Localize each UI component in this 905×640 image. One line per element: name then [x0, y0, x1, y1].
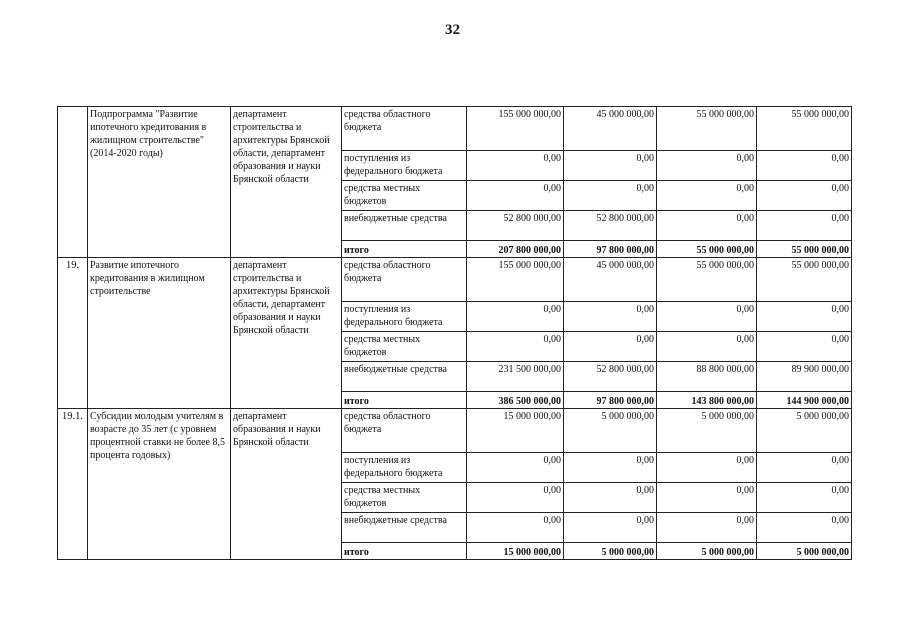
funding-source: поступления из федерального бюджета — [342, 302, 467, 332]
amount-cell: 15 000 000,00 — [467, 543, 564, 560]
amount-cell: 88 800 000,00 — [657, 362, 757, 392]
amount-cell: 0,00 — [467, 513, 564, 543]
amount-cell: 386 500 000,00 — [467, 392, 564, 409]
total-label: итого — [342, 543, 467, 560]
amount-cell: 0,00 — [657, 483, 757, 513]
amount-cell: 0,00 — [757, 181, 852, 211]
amount-cell: 143 800 000,00 — [657, 392, 757, 409]
item-description: Подпрограмма "Развитие ипотечного кредитования в жилищном строительстве" (2014-2020 годы) — [88, 107, 231, 258]
item-description: Субсидии молодым учителям в возрасте до 35 лет (с уровнем процентной ставки не более 8,5 процента годовых) — [88, 409, 231, 560]
amount-cell: 0,00 — [564, 181, 657, 211]
item-description: Развитие ипотечного кредитования в жилищном строительстве — [88, 258, 231, 409]
amount-cell: 5 000 000,00 — [657, 543, 757, 560]
funding-source: поступления из федерального бюджета — [342, 151, 467, 181]
amount-cell: 55 000 000,00 — [657, 258, 757, 302]
amount-cell: 52 800 000,00 — [467, 211, 564, 241]
amount-cell: 0,00 — [657, 513, 757, 543]
amount-cell: 0,00 — [564, 332, 657, 362]
funding-source: поступления из федерального бюджета — [342, 453, 467, 483]
amount-cell: 97 800 000,00 — [564, 392, 657, 409]
amount-cell: 52 800 000,00 — [564, 211, 657, 241]
amount-cell: 0,00 — [757, 513, 852, 543]
funding-source: средства областного бюджета — [342, 258, 467, 302]
amount-cell: 0,00 — [657, 332, 757, 362]
amount-cell: 155 000 000,00 — [467, 258, 564, 302]
amount-cell: 0,00 — [657, 453, 757, 483]
amount-cell: 0,00 — [467, 483, 564, 513]
amount-cell: 55 000 000,00 — [757, 107, 852, 151]
amount-cell: 0,00 — [467, 181, 564, 211]
amount-cell: 144 900 000,00 — [757, 392, 852, 409]
amount-cell: 0,00 — [757, 302, 852, 332]
item-department: департамент образования и науки Брянской области — [231, 409, 342, 560]
amount-cell: 5 000 000,00 — [657, 409, 757, 453]
amount-cell: 0,00 — [757, 483, 852, 513]
amount-cell: 45 000 000,00 — [564, 258, 657, 302]
amount-cell: 55 000 000,00 — [757, 258, 852, 302]
item-department: департамент строительства и архитектуры Брянской области, департамент образования и науки Брянской области — [231, 107, 342, 258]
amount-cell: 0,00 — [657, 151, 757, 181]
amount-cell: 55 000 000,00 — [757, 241, 852, 258]
amount-cell: 0,00 — [657, 211, 757, 241]
amount-cell: 0,00 — [564, 483, 657, 513]
amount-cell: 0,00 — [564, 513, 657, 543]
funding-source: внебюджетные средства — [342, 362, 467, 392]
amount-cell: 0,00 — [757, 453, 852, 483]
table-row — [58, 107, 852, 151]
budget-table — [57, 106, 852, 560]
amount-cell: 0,00 — [564, 151, 657, 181]
funding-source: средства местных бюджетов — [342, 181, 467, 211]
amount-cell: 5 000 000,00 — [757, 543, 852, 560]
amount-cell: 0,00 — [657, 302, 757, 332]
budget-table-body — [58, 107, 852, 560]
table-row — [58, 258, 852, 302]
total-label: итого — [342, 392, 467, 409]
amount-cell: 0,00 — [757, 332, 852, 362]
amount-cell: 0,00 — [467, 453, 564, 483]
amount-cell: 15 000 000,00 — [467, 409, 564, 453]
amount-cell: 45 000 000,00 — [564, 107, 657, 151]
amount-cell: 97 800 000,00 — [564, 241, 657, 258]
amount-cell: 89 900 000,00 — [757, 362, 852, 392]
amount-cell: 52 800 000,00 — [564, 362, 657, 392]
funding-source: средства областного бюджета — [342, 409, 467, 453]
amount-cell: 0,00 — [467, 332, 564, 362]
total-label: итого — [342, 241, 467, 258]
amount-cell: 5 000 000,00 — [757, 409, 852, 453]
amount-cell: 55 000 000,00 — [657, 107, 757, 151]
table-row — [58, 409, 852, 453]
funding-source: внебюджетные средства — [342, 211, 467, 241]
amount-cell: 0,00 — [467, 302, 564, 332]
amount-cell: 55 000 000,00 — [657, 241, 757, 258]
funding-source: средства местных бюджетов — [342, 483, 467, 513]
amount-cell: 5 000 000,00 — [564, 543, 657, 560]
amount-cell: 0,00 — [757, 151, 852, 181]
amount-cell: 5 000 000,00 — [564, 409, 657, 453]
amount-cell: 231 500 000,00 — [467, 362, 564, 392]
amount-cell: 0,00 — [757, 211, 852, 241]
item-number — [58, 107, 88, 258]
item-number: 19. — [58, 258, 88, 409]
amount-cell: 0,00 — [564, 453, 657, 483]
item-department: департамент строительства и архитектуры Брянской области, департамент образования и науки Брянской области — [231, 258, 342, 409]
page-number: 32 — [445, 22, 460, 38]
amount-cell: 0,00 — [657, 181, 757, 211]
amount-cell: 155 000 000,00 — [467, 107, 564, 151]
funding-source: средства местных бюджетов — [342, 332, 467, 362]
item-number: 19.1. — [58, 409, 88, 560]
amount-cell: 0,00 — [564, 302, 657, 332]
funding-source: внебюджетные средства — [342, 513, 467, 543]
amount-cell: 207 800 000,00 — [467, 241, 564, 258]
amount-cell: 0,00 — [467, 151, 564, 181]
funding-source: средства областного бюджета — [342, 107, 467, 151]
